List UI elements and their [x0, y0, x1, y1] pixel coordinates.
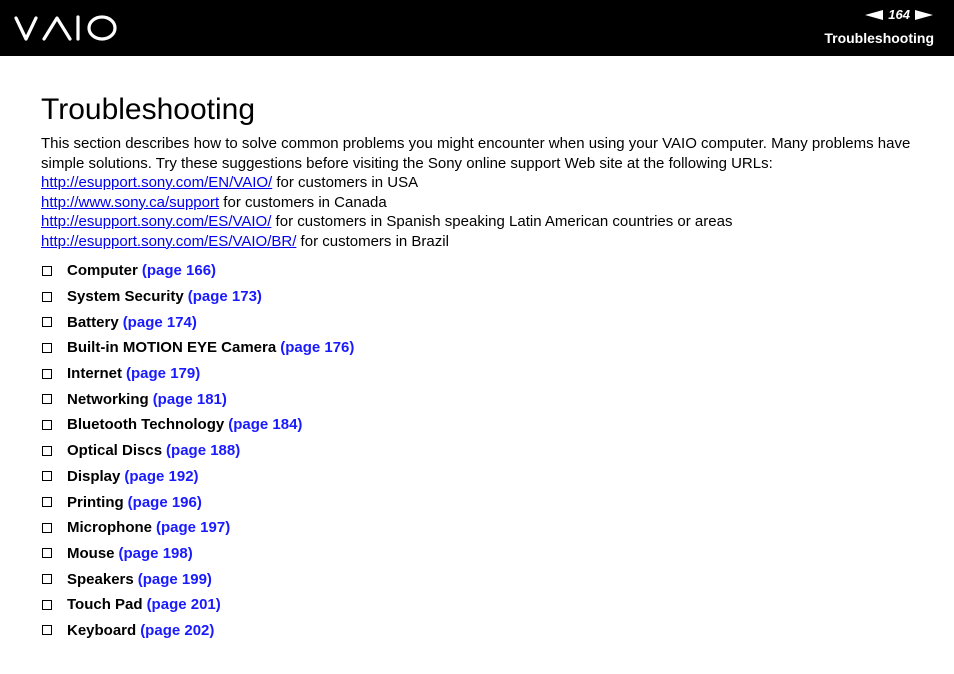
topic-label: Display	[67, 467, 121, 485]
checkbox-bullet-icon	[42, 548, 52, 558]
topic-label: Internet	[67, 365, 123, 383]
checkbox-bullet-icon	[42, 343, 52, 353]
list-item	[41, 361, 921, 387]
next-page-arrow-icon[interactable]	[915, 10, 933, 20]
support-link-desc: for customers in Brazil	[296, 232, 449, 250]
list-item	[41, 515, 921, 541]
checkbox-bullet-icon	[42, 497, 52, 507]
topic-label: Speakers	[67, 570, 134, 588]
checkbox-bullet-icon	[42, 600, 52, 610]
list-item	[41, 618, 921, 644]
list-item	[41, 386, 921, 412]
support-link-desc: for customers in Canada	[219, 193, 387, 211]
section-name: Troubleshooting	[824, 30, 934, 46]
list-item	[41, 438, 921, 464]
support-link-desc: for customers in USA	[272, 174, 419, 191]
list-item	[41, 284, 921, 310]
page-link[interactable]: (page 174)	[122, 313, 197, 331]
checkbox-bullet-icon	[42, 266, 52, 276]
checkbox-bullet-icon	[42, 369, 52, 379]
page-navigation	[865, 7, 933, 22]
topic-label: Touch Pad	[67, 596, 143, 614]
page-link[interactable]: (page 179)	[126, 365, 201, 383]
intro-block	[41, 134, 921, 251]
checkbox-bullet-icon	[42, 446, 52, 456]
list-item	[41, 464, 921, 490]
support-link-usa[interactable]: http://esupport.sony.com/EN/VAIO/	[41, 174, 273, 191]
list-item	[41, 335, 921, 361]
support-link-line	[41, 193, 921, 213]
topic-list	[41, 258, 921, 643]
list-item	[41, 541, 921, 567]
header-bar	[0, 0, 954, 56]
support-link-line	[41, 232, 921, 252]
topic-label: System Security	[67, 288, 184, 306]
vaio-logo	[14, 13, 120, 43]
page-link[interactable]: (page 192)	[124, 467, 199, 485]
topic-label: Optical Discs	[67, 442, 163, 460]
support-link-brazil[interactable]: http://esupport.sony.com/ES/VAIO/BR/	[41, 232, 297, 250]
checkbox-bullet-icon	[42, 317, 52, 327]
previous-page-arrow-icon[interactable]	[865, 10, 883, 20]
list-item	[41, 592, 921, 618]
support-link-line	[41, 173, 921, 193]
topic-label: Bluetooth Technology	[67, 416, 225, 434]
page-link[interactable]: (page 202)	[140, 621, 215, 639]
list-item	[41, 309, 921, 335]
page-link[interactable]: (page 176)	[280, 339, 355, 357]
support-link-latin-america[interactable]: http://esupport.sony.com/ES/VAIO/	[41, 213, 272, 230]
topic-label: Printing	[67, 493, 124, 511]
topic-label: Networking	[67, 390, 149, 408]
topic-label: Computer	[67, 262, 138, 280]
checkbox-bullet-icon	[42, 574, 52, 584]
page-link[interactable]: (page 188)	[166, 442, 241, 460]
checkbox-bullet-icon	[42, 471, 52, 481]
topic-label: Battery	[67, 313, 119, 331]
support-link-line	[41, 212, 921, 232]
checkbox-bullet-icon	[42, 523, 52, 533]
support-link-desc: for customers in Spanish speaking Latin American countries or areas	[271, 213, 733, 230]
checkbox-bullet-icon	[42, 625, 52, 635]
support-link-canada[interactable]: http://www.sony.ca/support	[41, 193, 220, 211]
page-link[interactable]: (page 181)	[152, 390, 227, 408]
list-item	[41, 566, 921, 592]
list-item	[41, 412, 921, 438]
page-link[interactable]: (page 199)	[137, 570, 212, 588]
checkbox-bullet-icon	[42, 292, 52, 302]
page-link[interactable]: (page 198)	[118, 544, 193, 562]
page-number: 164	[888, 7, 910, 22]
page-link[interactable]: (page 166)	[141, 262, 217, 280]
page-title: Troubleshooting	[41, 93, 256, 126]
topic-label: Keyboard	[67, 621, 137, 639]
page-link[interactable]: (page 173)	[187, 288, 262, 306]
page-link[interactable]: (page 184)	[228, 416, 303, 434]
page-link[interactable]: (page 201)	[146, 596, 221, 614]
topic-label: Mouse	[67, 544, 115, 562]
checkbox-bullet-icon	[42, 394, 52, 404]
checkbox-bullet-icon	[42, 420, 52, 430]
page-link[interactable]: (page 197)	[156, 519, 231, 537]
list-item	[41, 258, 921, 284]
topic-label: Built-in MOTION EYE Camera	[67, 339, 277, 357]
topic-label: Microphone	[67, 519, 152, 537]
page-link[interactable]: (page 196)	[127, 493, 202, 511]
list-item	[41, 489, 921, 515]
main-content	[41, 92, 921, 643]
intro-text: This section describes how to solve common problems you might encounter when using your VAIO computer. Many problems have simple solutions. Try these suggestions before visiting the Sony online support Web site at the following URLs:	[41, 135, 911, 172]
